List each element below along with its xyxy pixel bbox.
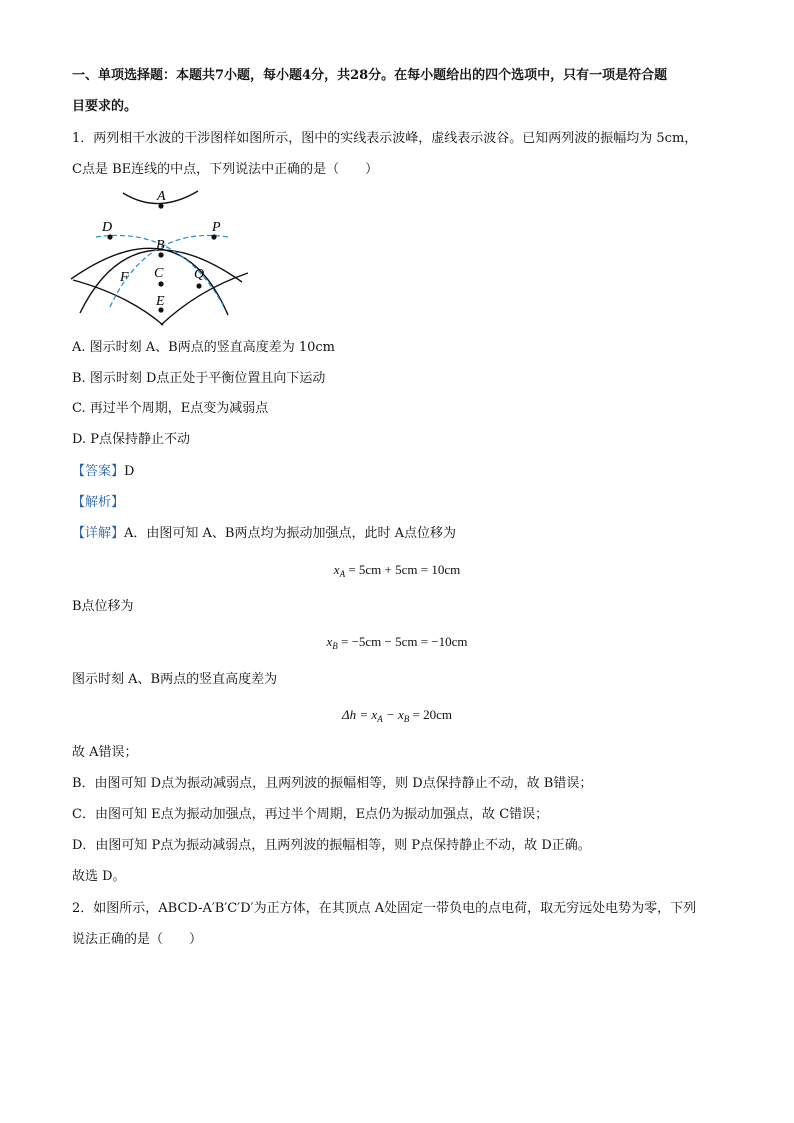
ab-difference-text: 图示时刻 A、B两点的竖直高度差为 <box>72 672 278 687</box>
explain-b: B．由图可知 D点为振动减弱点，且两列波的振幅相等，则 D点保持静止不动，故 B错误； <box>72 776 593 791</box>
answer-value: D <box>124 464 135 479</box>
label-A: A <box>157 189 166 204</box>
point-A <box>158 203 163 208</box>
explain-c: C．由图可知 E点为振动加强点，再过半个周期，E点仍为振动加强点，故 C错误； <box>72 807 549 822</box>
label-E: E <box>156 294 165 309</box>
label-Q: Q <box>194 267 205 282</box>
equation-dh: $\Delta h = x_A - x_B = 20cm$ <box>342 707 452 724</box>
analysis-line <box>72 494 124 512</box>
point-B <box>158 252 163 257</box>
q1-option-b: B. 图示时刻 D点正处于平衡位置且向下运动 <box>72 371 326 386</box>
label-D: D <box>102 220 113 235</box>
label-C: C <box>154 266 164 281</box>
crest-arc-bottom-right <box>161 273 248 325</box>
final-choice: 故选 D。 <box>72 869 126 884</box>
answer-line <box>72 463 134 481</box>
analysis-tag: 【解析】 <box>72 495 125 510</box>
point-D <box>107 234 112 239</box>
section-heading-line2: 目要求的。 <box>72 99 138 114</box>
answer-tag: 【答案】 <box>72 464 125 479</box>
label-P: P <box>212 220 221 235</box>
q2-stem-line1: 2．如图所示，ABCD-A′B′C′D′为正方体，在其顶点 A处固定一带负电的点电荷，取无穷远处电势为零，下列 <box>72 901 697 916</box>
b-displacement-text: B点位移为 <box>72 599 134 614</box>
explain-d: D．由图可知 P点为振动减弱点，且两列波的振幅相等，则 P点保持静止不动，故 D正确。 <box>72 838 591 853</box>
detail-intro: A．由图可知 A、B两点均为振动加强点，此时 A点位移为 <box>124 526 456 541</box>
equation-xa: $x_A = 5cm + 5cm = 10cm$ <box>333 562 461 579</box>
q1-option-c: C. 再过半个周期，E点变为减弱点 <box>72 401 269 416</box>
interference-figure <box>68 185 258 327</box>
conclusion-a: 故 A错误； <box>72 745 138 760</box>
q1-option-d: D. P点保持静止不动 <box>72 432 190 447</box>
crest-arc-bottom-left <box>73 280 163 325</box>
crest-arc-lower <box>71 248 228 315</box>
section-heading-line1: 一、单项选择题：本题共7小题，每小题4分，共28分。在每小题给出的四个选项中，只有一项是符合题 <box>72 68 668 83</box>
detail-line <box>72 525 456 543</box>
q1-option-a: A. 图示时刻 A、B两点的竖直高度差为 10cm <box>72 340 336 355</box>
point-P <box>211 234 216 239</box>
q1-stem-line1: 1．两列相干水波的干涉图样如图所示，图中的实线表示波峰，虚线表示波谷。已知两列波的振幅均为 5cm， <box>72 131 698 146</box>
q1-stem-line2: C点是 BE连线的中点，下列说法中正确的是（ ） <box>72 162 379 177</box>
equation-xb: $x_B = -5cm - 5cm = -10cm$ <box>326 634 468 651</box>
detail-tag: 【详解】 <box>72 526 125 541</box>
point-C <box>158 281 163 286</box>
label-B: B <box>156 238 165 253</box>
label-F: F <box>120 270 129 285</box>
point-Q <box>196 283 201 288</box>
q2-stem-line2: 说法正确的是（ ） <box>72 932 203 947</box>
